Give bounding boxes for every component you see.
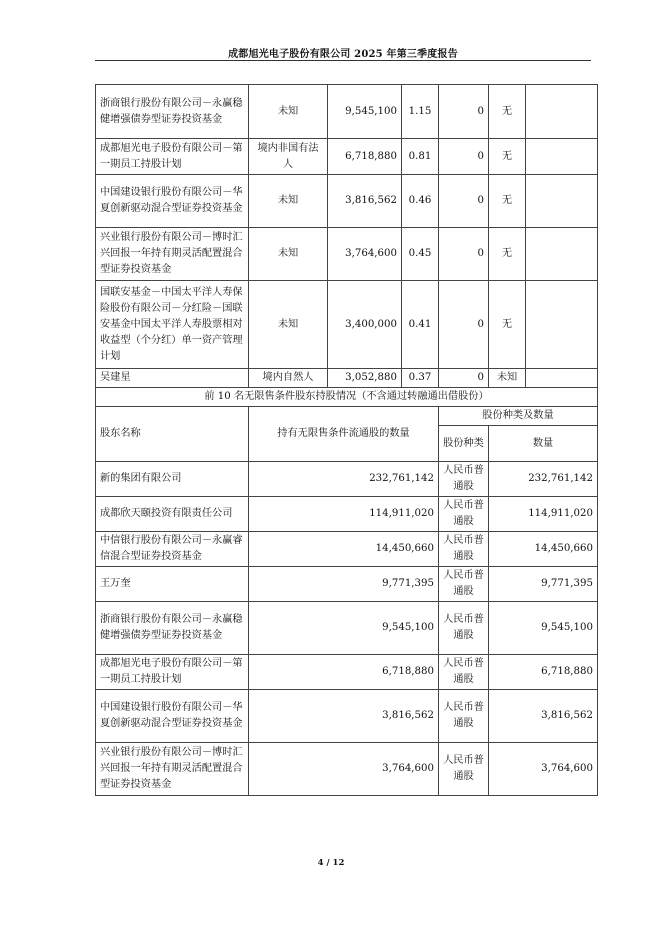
share-qty: 9,545,100: [489, 602, 598, 655]
holder-ratio: 0.45: [402, 228, 439, 281]
holder-restricted: 0: [439, 228, 489, 281]
unrestricted-header-row: [96, 407, 598, 426]
share-qty: 3,764,600: [489, 743, 598, 796]
holder-pledge-qty: [526, 85, 598, 139]
holder-name: 王万奎: [96, 567, 249, 602]
holder-restricted: 0: [439, 175, 489, 228]
holder-nature: 境内自然人: [249, 369, 328, 388]
holder-row: [96, 139, 598, 175]
share-type: 人民币普通股: [439, 532, 489, 567]
holder-nature: 未知: [249, 175, 328, 228]
holder-row: [96, 281, 598, 369]
holder-row: [96, 228, 598, 281]
page-number: 4 / 12: [317, 858, 345, 868]
share-type: 人民币普通股: [439, 567, 489, 602]
holder-name: 浙商银行股份有限公司－永赢稳健增强债券型证券投资基金: [96, 602, 249, 655]
section-title-row: [96, 388, 598, 407]
share-qty: 114,911,020: [489, 497, 598, 532]
holder-name: 成都旭光电子股份有限公司－第一期员工持股计划: [96, 655, 249, 690]
holder-name: 新的集团有限公司: [96, 462, 249, 497]
share-type: 人民币普通股: [439, 743, 489, 796]
unrestricted-row: [96, 655, 598, 690]
holder-nature: 未知: [249, 228, 328, 281]
unrestricted-row: [96, 532, 598, 567]
holder-pledge-qty: [526, 281, 598, 369]
unrestricted-row: [96, 497, 598, 532]
holder-name: 中信银行股份有限公司－永赢睿信混合型证券投资基金: [96, 532, 249, 567]
holder-shares: 9,545,100: [328, 85, 402, 139]
unrestricted-row: [96, 602, 598, 655]
holder-row: [96, 175, 598, 228]
holder-shares: 9,545,100: [249, 602, 439, 655]
holder-name: 中国建设银行股份有限公司－华夏创新驱动混合型证券投资基金: [96, 175, 249, 228]
holder-nature: 境内非国有法人: [249, 139, 328, 175]
holder-shares: 9,771,395: [249, 567, 439, 602]
holder-pledge-qty: [526, 139, 598, 175]
holder-shares: 3,816,562: [249, 690, 439, 743]
col-header-name: 股东名称: [96, 407, 249, 462]
holder-pledge-status: 无: [489, 228, 526, 281]
col-header-type: 股份种类: [439, 426, 489, 462]
holder-shares: 3,816,562: [328, 175, 402, 228]
col-header-type-group: 股份种类及数量: [439, 407, 598, 426]
holder-name: 中国建设银行股份有限公司－华夏创新驱动混合型证券投资基金: [96, 690, 249, 743]
unrestricted-row: [96, 743, 598, 796]
holder-restricted: 0: [439, 369, 489, 388]
holder-name: 成都欣天颐投资有限责任公司: [96, 497, 249, 532]
holder-pledge-status: 无: [489, 281, 526, 369]
holder-name: 兴业银行股份有限公司－博时汇兴回报一年持有期灵活配置混合型证券投资基金: [96, 743, 249, 796]
holder-name: 兴业银行股份有限公司－博时汇兴回报一年持有期灵活配置混合型证券投资基金: [96, 228, 249, 281]
unrestricted-row: [96, 567, 598, 602]
holder-ratio: 0.81: [402, 139, 439, 175]
holder-ratio: 1.15: [402, 85, 439, 139]
holder-name: 国联安基金－中国太平洋人寿保险股份有限公司－分红险－国联安基金中国太平洋人寿股票相对收益型（个分红）单一资产管理计划: [96, 281, 249, 369]
share-qty: 9,771,395: [489, 567, 598, 602]
holder-shares: 6,718,880: [328, 139, 402, 175]
col-header-qty: 数量: [489, 426, 598, 462]
unrestricted-row: [96, 462, 598, 497]
holder-shares: 114,911,020: [249, 497, 439, 532]
holder-shares: 3,400,000: [328, 281, 402, 369]
share-type: 人民币普通股: [439, 690, 489, 743]
holder-nature: 未知: [249, 85, 328, 139]
holder-shares: 6,718,880: [249, 655, 439, 690]
holder-pledge-qty: [526, 175, 598, 228]
holder-name: 成都旭光电子股份有限公司－第一期员工持股计划: [96, 139, 249, 175]
holder-name: 浙商银行股份有限公司－永赢稳健增强债券型证券投资基金: [96, 85, 249, 139]
holder-ratio: 0.41: [402, 281, 439, 369]
shareholder-table: [95, 84, 598, 796]
holder-pledge-status: 无: [489, 85, 526, 139]
share-type: 人民币普通股: [439, 462, 489, 497]
holder-nature: 未知: [249, 281, 328, 369]
holder-row: [96, 369, 598, 388]
holder-restricted: 0: [439, 139, 489, 175]
holder-shares: 14,450,660: [249, 532, 439, 567]
share-qty: 14,450,660: [489, 532, 598, 567]
section-title: 前 10 名无限售条件股东持股情况（不含通过转融通出借股份）: [96, 388, 598, 407]
holder-pledge-status: 未知: [489, 369, 526, 388]
holder-pledge-qty: [526, 369, 598, 388]
holder-restricted: 0: [439, 85, 489, 139]
share-qty: 232,761,142: [489, 462, 598, 497]
holder-restricted: 0: [439, 281, 489, 369]
holder-shares: 3,052,880: [328, 369, 402, 388]
holder-pledge-status: 无: [489, 175, 526, 228]
share-qty: 3,816,562: [489, 690, 598, 743]
holder-ratio: 0.46: [402, 175, 439, 228]
holder-shares: 3,764,600: [249, 743, 439, 796]
report-header: 成都旭光电子股份有限公司 2025 年第三季度报告: [228, 49, 458, 60]
share-type: 人民币普通股: [439, 602, 489, 655]
header-rule: [95, 60, 591, 61]
holder-shares: 3,764,600: [328, 228, 402, 281]
share-type: 人民币普通股: [439, 497, 489, 532]
holder-ratio: 0.37: [402, 369, 439, 388]
col-header-shares: 持有无限售条件流通股的数量: [249, 407, 439, 462]
holder-shares: 232,761,142: [249, 462, 439, 497]
holder-row: [96, 85, 598, 139]
share-qty: 6,718,880: [489, 655, 598, 690]
unrestricted-row: [96, 690, 598, 743]
share-type: 人民币普通股: [439, 655, 489, 690]
holder-name: 吴建星: [96, 369, 249, 388]
holder-pledge-status: 无: [489, 139, 526, 175]
holder-pledge-qty: [526, 228, 598, 281]
